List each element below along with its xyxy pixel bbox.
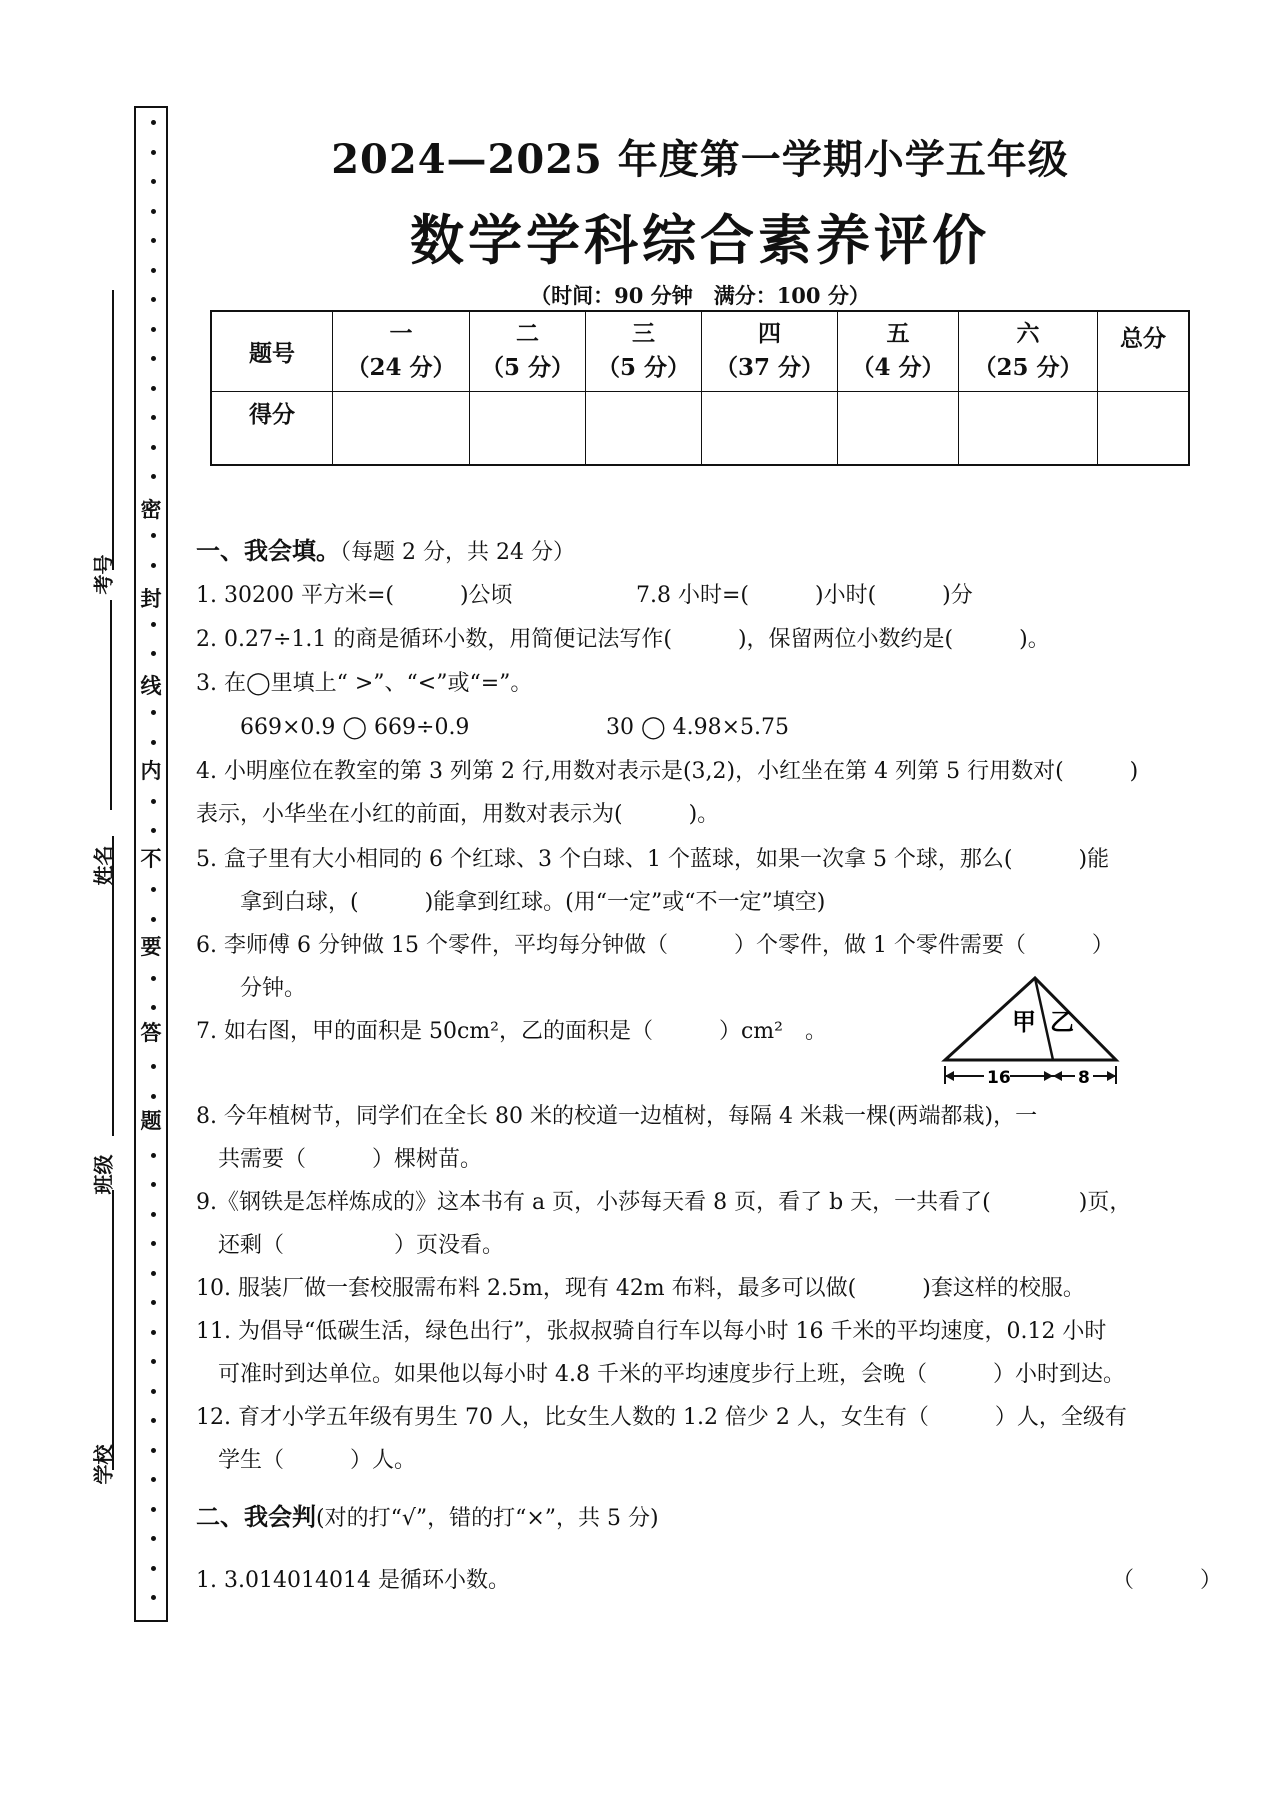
binding-dot <box>151 1477 156 1482</box>
score-cell[interactable] <box>1098 391 1190 465</box>
binding-dot <box>151 120 156 125</box>
binding-dot <box>151 209 156 214</box>
binding-dot <box>151 1182 156 1187</box>
binding-dot <box>151 799 156 804</box>
binding-dot <box>151 1005 156 1010</box>
label-yi: 乙 <box>1050 1008 1074 1036</box>
seal-char: 密 <box>140 497 162 522</box>
question-4b: 表示，小华坐在小红的前面，用数对表示为( )。 <box>196 802 720 827</box>
binding-dot <box>151 1271 156 1276</box>
exam-number-line[interactable] <box>112 290 114 570</box>
binding-dot <box>151 563 156 568</box>
arrow <box>945 1071 954 1081</box>
question-2: 2. 0.27÷1.1 的商是循环小数，用简便记法写作( )，保留两位小数约是( )。 <box>196 627 1050 652</box>
question-4a: 4. 小明座位在教室的第 3 列第 2 行,用数对表示是(3,2)，小红坐在第 4 列第 5 行用数对( ) <box>196 759 1139 784</box>
seal-char: 线 <box>140 673 162 698</box>
column-num: 三 <box>632 320 655 348</box>
section2-title: 二、我会判 <box>196 1502 316 1531</box>
question-8a: 8. 今年植树节，同学们在全长 80 米的校道一边植树，每隔 4 米栽一棵(两端都栽)，一 <box>196 1104 1038 1129</box>
label-jia: 甲 <box>1012 1008 1036 1036</box>
name-line[interactable] <box>110 600 112 810</box>
question-3: 3. 在◯里填上“ >”、“<”或“=”。 <box>196 671 533 696</box>
binding-dot <box>151 150 156 155</box>
exam-number-label: 考号 <box>91 554 116 595</box>
score-cell[interactable] <box>470 391 586 465</box>
dim-left: 16 <box>987 1068 1011 1088</box>
binding-dot <box>151 1566 156 1571</box>
question-7: 7. 如右图，甲的面积是 50cm²，乙的面积是（ ）cm² 。 <box>196 1019 827 1044</box>
section2-heading <box>196 1501 659 1535</box>
binding-dot <box>151 1359 156 1364</box>
binding-dot <box>151 179 156 184</box>
binding-dot <box>151 710 156 715</box>
binding-dot <box>151 1595 156 1600</box>
column-num: 四 <box>758 320 781 348</box>
table-row <box>211 391 1189 465</box>
column-header <box>333 311 470 391</box>
binding-dot <box>151 828 156 833</box>
school-line[interactable] <box>112 1190 114 1470</box>
exam-title: 数学学科综合素养评价 <box>410 208 990 272</box>
section1-title: 一、我会填。 <box>196 536 340 565</box>
column-points: （5 分） <box>480 354 574 382</box>
triangle-figure <box>940 970 1120 1090</box>
name-label: 姓名 <box>91 845 116 886</box>
binding-dot <box>151 1153 156 1158</box>
binding-dot <box>151 533 156 538</box>
binding-dot <box>151 976 156 981</box>
seal-char: 题 <box>140 1108 162 1133</box>
total-header: 总分 <box>1098 311 1190 391</box>
column-points: （5 分） <box>596 354 690 382</box>
question-1b: 7.8 小时=( )小时( )分 <box>636 583 973 608</box>
judge-answer-box[interactable]: （ ） <box>1112 1568 1223 1593</box>
question-6b: 分钟。 <box>240 976 307 1001</box>
exam-subtitle: 2024—2025 年度第一学期小学五年级 <box>331 136 1069 183</box>
question-12a: 12. 育才小学五年级有男生 70 人，比女生人数的 1.2 倍少 2 人，女生有（ ）人，全级有 <box>196 1405 1127 1430</box>
arrow <box>1044 1071 1053 1081</box>
seal-char: 要 <box>140 934 162 959</box>
question-5a: 5. 盒子里有大小相同的 6 个红球、3 个白球、1 个蓝球，如果一次拿 5 个球，那么( )能 <box>196 847 1110 872</box>
binding-dot <box>151 622 156 627</box>
binding-dot <box>151 1241 156 1246</box>
seal-char: 封 <box>140 586 162 611</box>
arrow <box>1107 1071 1116 1081</box>
binding-dot <box>151 1536 156 1541</box>
column-header <box>586 311 702 391</box>
binding-dot <box>151 1064 156 1069</box>
column-num: 六 <box>1016 320 1040 348</box>
question-11b: 可准时到达单位。如果他以每小时 4.8 千米的平均速度步行上班，会晚（ ）小时到达。 <box>218 1362 1125 1387</box>
binding-dot <box>151 1212 156 1217</box>
column-num: 五 <box>886 320 910 348</box>
column-num: 一 <box>389 320 413 348</box>
binding-dot <box>151 445 156 450</box>
score-table <box>210 310 1190 466</box>
binding-strip <box>134 106 168 1622</box>
question-5b: 拿到白球，( )能拿到红球。(用“一定”或“不一定”填空) <box>240 890 826 915</box>
row-label: 题号 <box>211 311 333 391</box>
column-header <box>702 311 838 391</box>
judge-question-1: 1. 3.014014014 是循环小数。 <box>196 1568 510 1593</box>
binding-dot <box>151 474 156 479</box>
binding-dot <box>151 1330 156 1335</box>
question-3b: 30 ◯ 4.98×5.75 <box>606 715 790 740</box>
table-row <box>211 311 1189 391</box>
binding-dot <box>151 740 156 745</box>
school-label: 学校 <box>91 1444 116 1485</box>
column-points: （37 分） <box>714 354 824 382</box>
binding-dot <box>151 1389 156 1394</box>
question-10: 10. 服装厂做一套校服需布料 2.5m，现有 42m 布料，最多可以做( )套这样的校服。 <box>196 1276 1085 1301</box>
column-header <box>959 311 1098 391</box>
question-12b: 学生（ ）人。 <box>218 1448 417 1473</box>
arrow <box>1053 1071 1062 1081</box>
binding-dot <box>151 268 156 273</box>
class-label: 班级 <box>91 1154 116 1195</box>
column-header <box>470 311 586 391</box>
question-1a: 1. 30200 平方米=( )公顷 <box>196 583 513 608</box>
binding-dot <box>151 651 156 656</box>
question-9b: 还剩（ ）页没看。 <box>218 1233 505 1258</box>
score-cell[interactable] <box>586 391 702 465</box>
score-cell[interactable] <box>333 391 470 465</box>
seal-char: 内 <box>140 758 162 783</box>
column-num: 二 <box>516 320 539 348</box>
question-11a: 11. 为倡导“低碳生活，绿色出行”，张叔叔骑自行车以每小时 16 千米的平均速度，0.12 小时 <box>196 1319 1107 1344</box>
column-points: （24 分） <box>346 354 456 382</box>
seal-char: 答 <box>140 1020 162 1045</box>
binding-dot <box>151 1448 156 1453</box>
section1-heading <box>196 535 575 569</box>
binding-dot <box>151 386 156 391</box>
seal-char: 不 <box>140 846 162 871</box>
binding-dot <box>151 327 156 332</box>
column-header <box>838 311 959 391</box>
question-8b: 共需要（ ）棵树苗。 <box>218 1147 483 1172</box>
question-9a: 9.《钢铁是怎样炼成的》这本书有 a 页，小莎每天看 8 页，看了 b 天，一共看了( )页， <box>196 1190 1132 1215</box>
binding-dot <box>151 297 156 302</box>
exam-info: （时间：90 分钟 满分：100 分） <box>530 283 870 308</box>
binding-dot <box>151 1418 156 1423</box>
binding-dot <box>151 887 156 892</box>
row-label: 得分 <box>211 391 333 465</box>
binding-dot <box>151 356 156 361</box>
binding-dot <box>151 1094 156 1099</box>
score-cell[interactable] <box>959 391 1098 465</box>
binding-dot <box>151 415 156 420</box>
question-6a: 6. 李师傅 6 分钟做 15 个零件，平均每分钟做（ ）个零件，做 1 个零件需要（ ） <box>196 933 1114 958</box>
binding-dot <box>151 1300 156 1305</box>
section2-note: (对的打“√”，错的打“×”，共 5 分) <box>316 1506 659 1531</box>
score-cell[interactable] <box>702 391 838 465</box>
question-3a: 669×0.9 ◯ 669÷0.9 <box>240 715 470 740</box>
binding-dot <box>151 1507 156 1512</box>
section1-note: （每题 2 分，共 24 分） <box>340 540 575 565</box>
column-points: （25 分） <box>973 354 1083 382</box>
score-cell[interactable] <box>838 391 959 465</box>
dim-right: 8 <box>1078 1068 1090 1088</box>
column-points: （4 分） <box>851 354 945 382</box>
binding-dot <box>151 238 156 243</box>
binding-dot <box>151 917 156 922</box>
